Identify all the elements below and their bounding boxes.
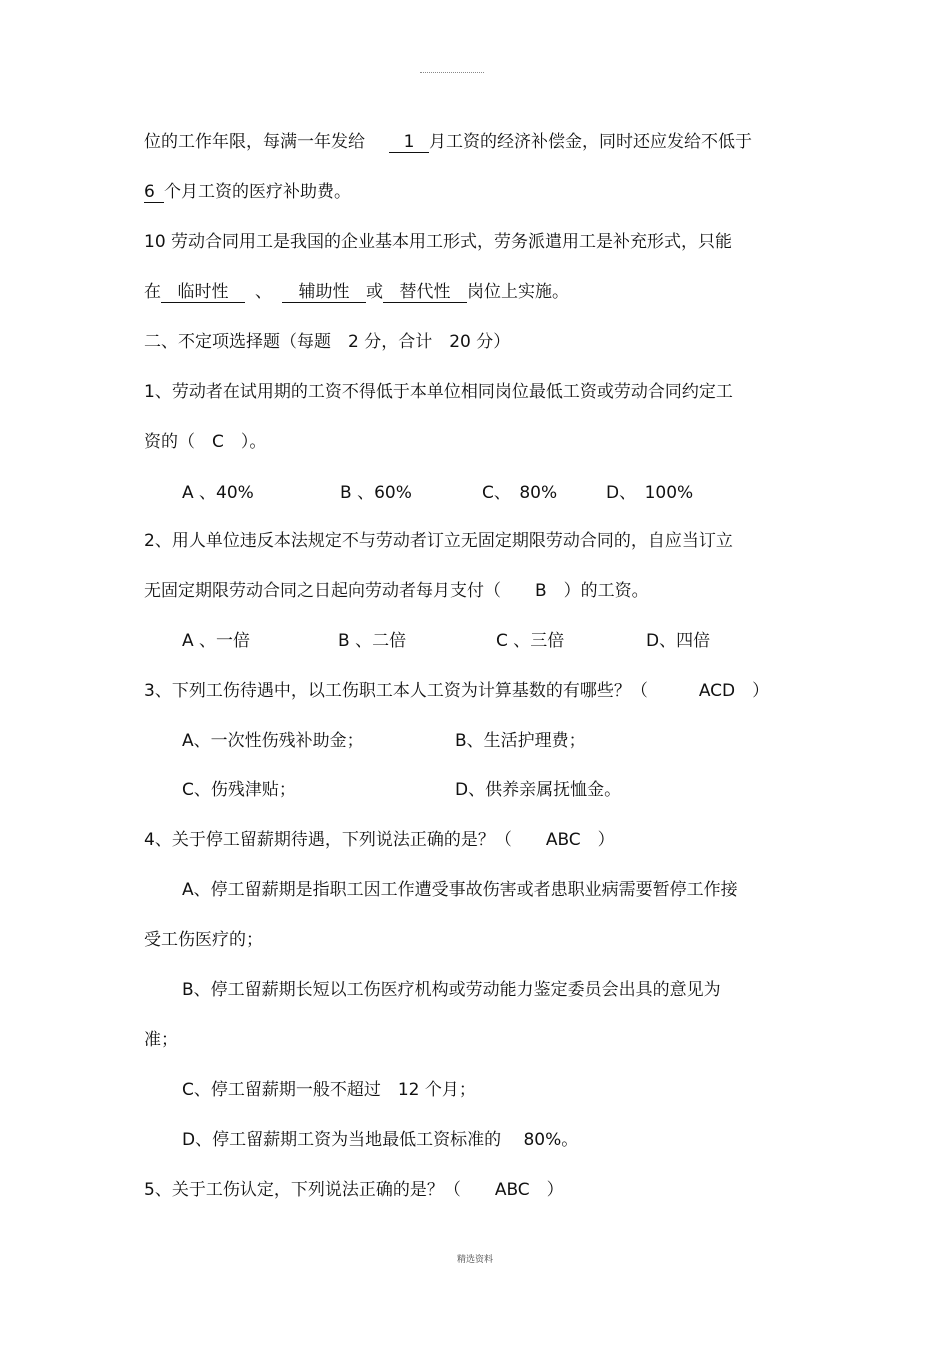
text-line: 6 个月工资的医疗补助费。 xyxy=(144,182,351,202)
blank-answer: 1 xyxy=(389,132,429,153)
option-c: C、 80% xyxy=(482,483,558,503)
section-heading: 二、不定项选择题（每题 2 分，合计 20 分） xyxy=(144,332,511,352)
question-5: 5、关于工伤认定，下列说法正确的是？（ ABC ） xyxy=(144,1180,564,1200)
text-line: 位的工作年限，每满一年发给 1 月工资的经济补偿金，同时还应发给不低于 xyxy=(144,132,752,152)
question-2: 2、用人单位违反本法规定不与劳动者订立无固定期限劳动合同的，自应当订立 xyxy=(144,531,733,551)
question-10: 10 劳动合同用工是我国的企业基本用工形式，劳务派遣用工是补充形式，只能 xyxy=(144,232,733,252)
option-d: D、供养亲属抚恤金。 xyxy=(455,780,622,800)
option-b-cont: 准； xyxy=(144,1030,178,1050)
option-d: D、四倍 xyxy=(646,631,711,651)
blank-answer: 6 xyxy=(144,182,164,203)
question-1-cont: 资的（ C ）。 xyxy=(144,432,267,452)
option-d: D、 100% xyxy=(606,483,694,503)
option-b: B 、二倍 xyxy=(338,631,407,651)
option-c: C、伤残津贴； xyxy=(182,780,296,800)
option-a: A 、一倍 xyxy=(182,631,251,651)
option-c: C、停工留薪期一般不超过 12 个月； xyxy=(182,1080,476,1100)
text-line: 在 临时性 、 辅助性 或 替代性 岗位上实施。 xyxy=(144,282,569,302)
question-4: 4、关于停工留薪期待遇，下列说法正确的是？（ ABC ） xyxy=(144,830,615,850)
option-c: C 、三倍 xyxy=(496,631,565,651)
option-d: D、停工留薪期工资为当地最低工资标准的 80%。 xyxy=(182,1130,579,1150)
option-a: A、停工留薪期是指职工因工作遭受事故伤害或者患职业病需要暂停工作接 xyxy=(182,880,738,900)
blank-answer: 临时性 xyxy=(161,282,245,303)
option-a: A 、40% xyxy=(182,483,254,503)
footer-note: 精选资料 xyxy=(456,1255,493,1265)
option-b: B、停工留薪期长短以工伤医疗机构或劳动能力鉴定委员会出具的意见为 xyxy=(182,980,721,1000)
question-3: 3、下列工伤待遇中，以工伤职工本人工资为计算基数的有哪些？（ ACD ） xyxy=(144,681,770,701)
blank-answer: 辅助性 xyxy=(282,282,366,303)
option-b: B、生活护理费； xyxy=(455,731,586,751)
header-rule xyxy=(420,72,484,73)
option-a: A、一次性伤残补助金； xyxy=(182,731,364,751)
question-2-cont: 无固定期限劳动合同之日起向劳动者每月支付（ B ）的工资。 xyxy=(144,581,649,601)
option-a-cont: 受工伤医疗的； xyxy=(144,930,263,950)
option-b: B 、60% xyxy=(340,483,412,503)
blank-answer: 替代性 xyxy=(383,282,467,303)
question-1: 1、劳动者在试用期的工资不得低于本单位相同岗位最低工资或劳动合同约定工 xyxy=(144,382,733,402)
